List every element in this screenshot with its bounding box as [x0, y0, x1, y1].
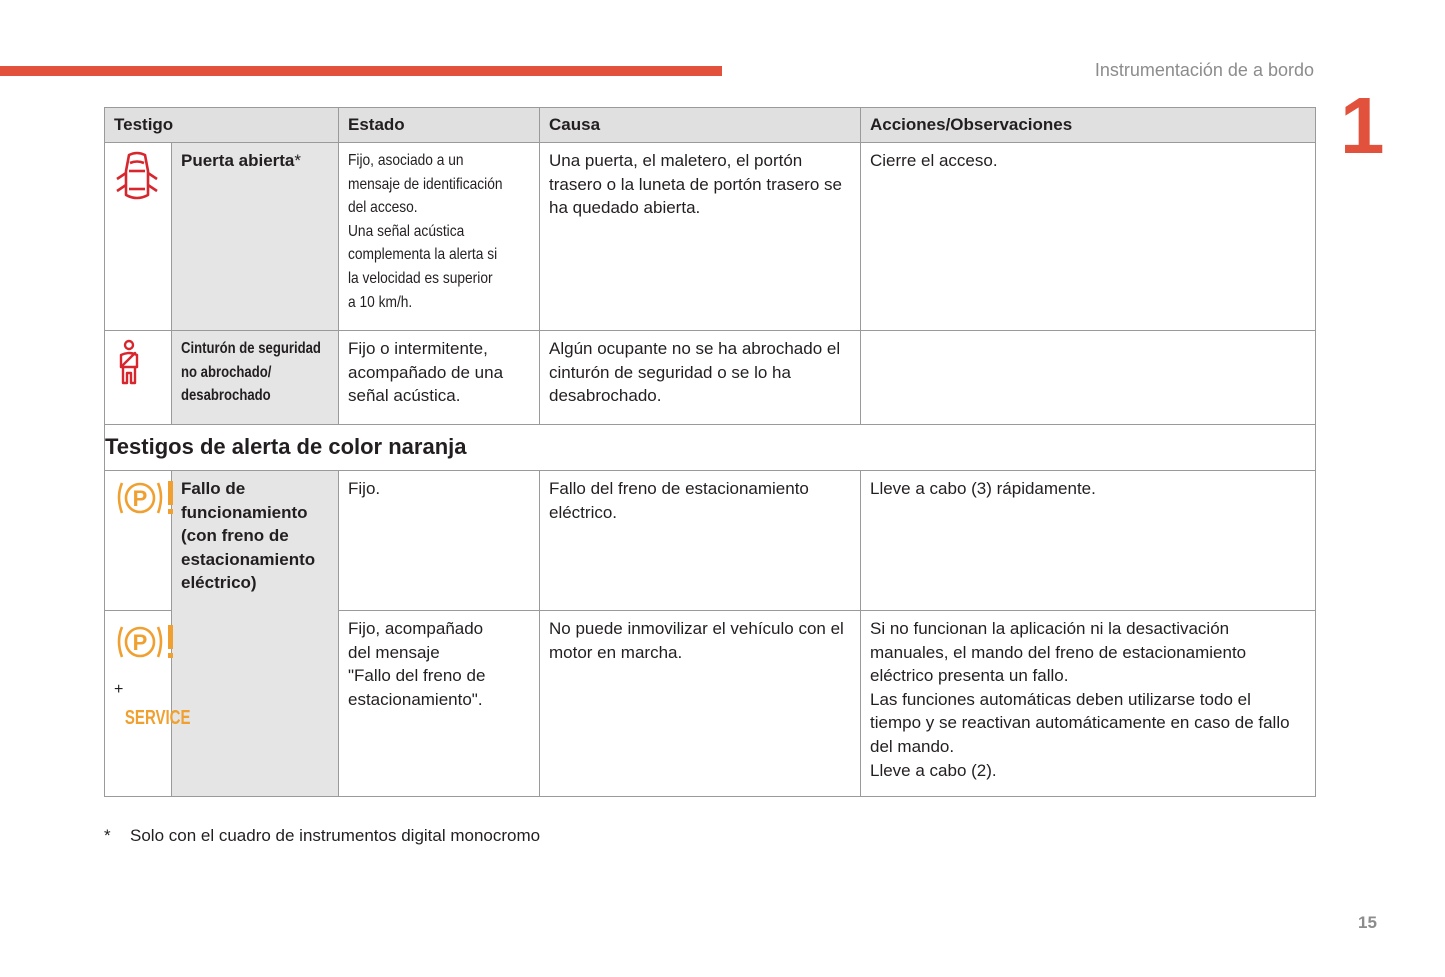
svg-text:P: P [132, 630, 148, 655]
causa-cell: Algún ocupante no se ha abrochado el cinturón de seguridad o se lo ha desabrochado. [540, 331, 861, 425]
col-header-acciones: Acciones/Observaciones [861, 108, 1316, 143]
footnote [104, 826, 540, 846]
section-title: Instrumentación de a bordo [1094, 60, 1314, 80]
door-open-car-icon [114, 149, 160, 207]
warning-name: Puerta abierta [181, 151, 295, 170]
warning-name-line: Cinturón de seguridad [181, 340, 321, 357]
estado-line: "Fallo del freno de [348, 666, 486, 686]
icon-cell [105, 471, 172, 611]
table-header-row [105, 108, 1316, 143]
service-icon: SERVICE [124, 707, 191, 730]
table-row [105, 143, 1316, 331]
col-header-causa: Causa [540, 108, 861, 143]
acciones-paragraph: Las funciones automáticas deben utilizarse todo el tiempo y se reactivan automáticamente en caso de fallo del mando. [870, 689, 1290, 756]
warning-name-cell: Fallo de funcionamiento (con freno de estacionamiento eléctrico) [172, 471, 339, 797]
estado-cell [339, 611, 540, 797]
table-row [105, 471, 1316, 611]
parking-brake-fault-icon [114, 477, 176, 521]
page-number: 15 [1358, 913, 1377, 932]
estado-line: del acceso. [348, 199, 418, 217]
svg-text:P: P [132, 486, 148, 511]
estado-line: estacionamiento". [348, 689, 483, 709]
footnote-text: Solo con el cuadro de instrumentos digital monocromo [130, 826, 541, 845]
causa-cell: Una puerta, el maletero, el portón trasero o la luneta de portón trasero se ha quedado abierta. [540, 143, 861, 331]
causa-cell: Fallo del freno de estacionamiento eléctrico. [540, 471, 861, 611]
chapter-number: 1 [1340, 81, 1385, 170]
acciones-cell: Lleve a cabo (3) rápidamente. [861, 471, 1316, 611]
estado-line: la velocidad es superior [348, 269, 493, 287]
accent-bar [0, 66, 722, 76]
icon-cell [105, 611, 191, 797]
estado-cell [339, 143, 540, 331]
estado-line: del mensaje [348, 642, 440, 662]
estado-line: Fijo, acompañado [348, 619, 484, 638]
estado-cell: Fijo. [339, 471, 540, 611]
causa-cell: No puede inmovilizar el vehículo con el motor en marcha. [540, 611, 861, 797]
subheading-orange: Testigos de alerta de color naranja [105, 425, 1316, 471]
warning-lights-table [104, 107, 1316, 797]
estado-line: mensaje de identificación [348, 175, 503, 193]
warning-name-line: desabrochado [181, 387, 271, 405]
plus-sign: + [114, 680, 124, 698]
acciones-paragraph: Lleve a cabo (2). [870, 760, 997, 780]
warning-name-cell [172, 143, 339, 331]
icon-cell [105, 331, 172, 425]
acciones-cell [861, 331, 1316, 425]
estado-line: Fijo, asociado a un [348, 152, 464, 169]
parking-brake-fault-icon [114, 621, 176, 665]
estado-line: Una señal acústica [348, 222, 465, 240]
asterisk-marker: * [294, 151, 302, 170]
col-header-testigo: Testigo [105, 108, 339, 143]
footnote-marker: * [104, 826, 111, 845]
warning-name-line: no abrochado/ [181, 363, 272, 381]
col-header-estado: Estado [339, 108, 540, 143]
acciones-cell [861, 611, 1316, 797]
estado-line: complementa la alerta si [348, 246, 498, 264]
estado-line: a 10 km/h. [348, 293, 413, 311]
table-subheading-row [105, 425, 1316, 471]
acciones-cell: Cierre el acceso. [861, 143, 1316, 331]
warning-name-cell [172, 331, 339, 425]
seatbelt-icon [114, 339, 144, 387]
icon-cell [105, 143, 172, 331]
table-row [105, 331, 1316, 425]
estado-cell: Fijo o intermitente, acompañado de una señal acústica. [339, 331, 540, 425]
acciones-paragraph: Si no funcionan la aplicación ni la desactivación manuales, el mando del freno de estacionamiento eléctrico presenta un fallo. [870, 619, 1247, 686]
